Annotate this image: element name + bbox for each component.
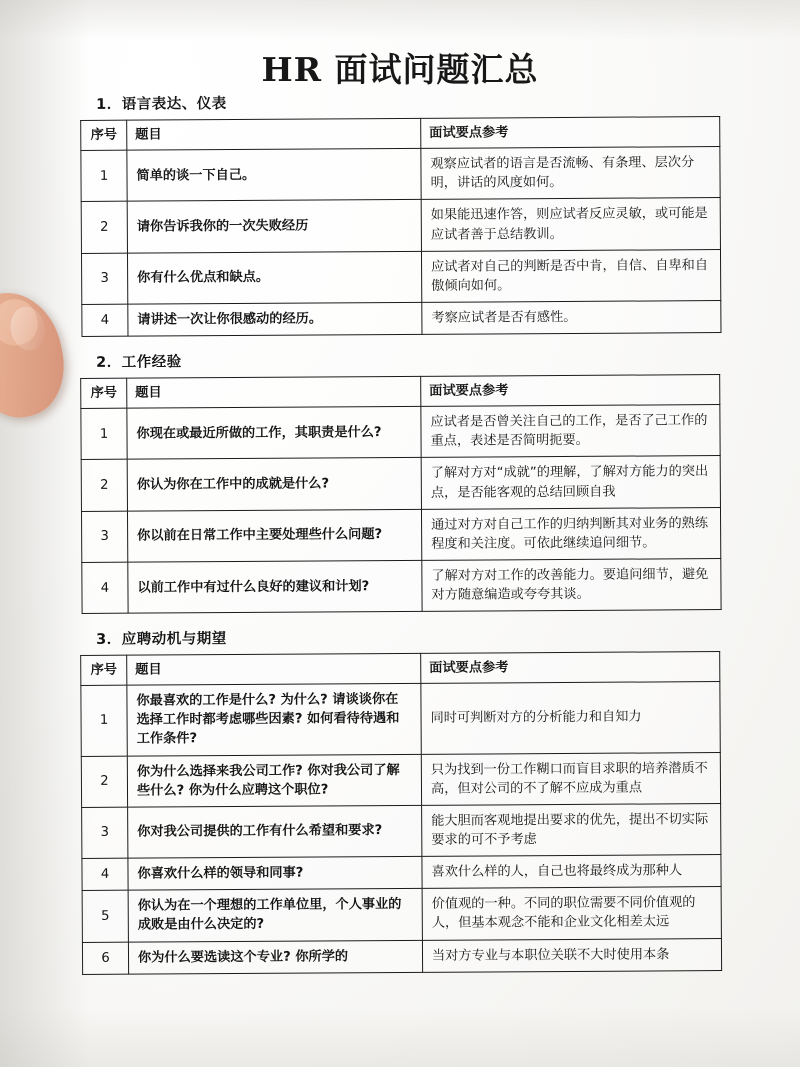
row-question: 以前工作中有过什么良好的建议和计划?	[128, 560, 422, 613]
column-header-question: 题目	[127, 118, 421, 150]
column-header-answer: 面试要点参考	[421, 652, 720, 684]
row-question: 你对我公司提供的工作有什么希望和要求?	[128, 806, 422, 859]
column-header-answer: 面试要点参考	[421, 117, 720, 149]
row-number: 3	[81, 253, 127, 305]
row-question: 你现在或最近所做的工作，其职责是什么?	[127, 407, 421, 460]
row-question: 你最喜欢的工作是什么? 为什么? 请谈谈你在选择工作时都考虑哪些因素? 如何看待待遇和工作条件?	[127, 684, 421, 756]
column-header-answer: 面试要点参考	[421, 375, 720, 407]
page-title: HR 面试问题汇总	[261, 50, 539, 89]
row-question: 请你告诉我你的一次失败经历	[127, 200, 421, 253]
row-number: 3	[82, 807, 128, 859]
row-answer: 了解对方对“成就”的理解，了解对方能力的突出点，是否能客观的总结回顾自我	[421, 456, 720, 509]
row-number: 3	[81, 511, 127, 563]
row-number: 2	[81, 460, 127, 512]
question-table	[80, 651, 722, 975]
table-row	[82, 938, 721, 974]
table-row	[81, 249, 720, 304]
column-header-question: 题目	[127, 376, 421, 408]
row-answer: 当对方专业与本职位关联不大时使用本条	[422, 938, 721, 972]
row-answer: 同时可判断对方的分析能力和自知力	[421, 682, 720, 754]
table-row	[81, 682, 720, 756]
row-number: 1	[81, 408, 127, 460]
row-question: 你有什么优点和缺点。	[127, 251, 421, 304]
table-row	[81, 456, 720, 511]
row-number: 4	[82, 562, 128, 614]
row-question: 你认为你在工作中的成就是什么?	[127, 458, 421, 511]
row-question: 简单的谈一下自己。	[127, 149, 421, 202]
section-language-expression	[80, 89, 721, 337]
row-answer: 能大胆而客观地提出要求的优先，提出不切实际要求的可不予考虑	[422, 804, 721, 857]
row-answer: 如果能迅速作答，则应试者反应灵敏，或可能是应试者善于总结教训。	[421, 198, 720, 251]
row-number: 2	[81, 202, 127, 254]
table-header-row	[81, 117, 720, 151]
row-question: 你为什么要选读这个专业? 你所学的	[128, 940, 422, 974]
row-question: 你认为在一个理想的工作单位里，个人事业的成败是由什么决定的?	[128, 889, 422, 942]
column-header-no: 序号	[81, 120, 127, 150]
row-answer: 了解对方对工作的改善能力。要追问细节，避免对方随意编造或夸夸其谈。	[422, 559, 721, 612]
row-answer: 考察应试者是否有感性。	[422, 301, 721, 335]
section-heading: 1．语言表达、仪表	[96, 96, 227, 113]
column-header-no: 序号	[81, 656, 127, 686]
section-heading: 2．工作经验	[96, 354, 182, 371]
question-table	[80, 374, 721, 614]
table-row	[81, 198, 720, 253]
table-row	[82, 301, 721, 337]
row-number: 1	[81, 150, 127, 202]
row-number: 6	[82, 942, 128, 974]
table-row	[81, 405, 720, 460]
table-row	[81, 752, 720, 807]
row-answer: 价值观的一种。不同的职位需要不同价值观的人，但基本观念不能和企业文化相差太远	[422, 887, 721, 940]
table-header-row	[81, 652, 720, 686]
table-header-row	[81, 375, 720, 409]
row-question: 你为什么选择来我公司工作? 你对我公司了解些什么? 你为什么应聘这个职位?	[127, 754, 421, 807]
row-question: 请讲述一次让你很感动的经历。	[128, 302, 422, 336]
row-number: 1	[81, 686, 127, 757]
row-question: 你以前在日常工作中主要处理些什么问题?	[127, 509, 421, 562]
table-row	[82, 804, 721, 859]
table-row	[82, 559, 721, 614]
row-answer: 观察应试者的语言是否流畅、有条理、层次分明，讲话的风度如何。	[421, 147, 720, 200]
row-answer: 应试者对自己的判断是否中肯，自信、自卑和自傲倾向如何。	[421, 249, 720, 302]
row-question: 你喜欢什么样的领导和同事?	[128, 857, 422, 891]
title-area	[0, 0, 800, 91]
section-motivation-expectation	[80, 624, 722, 975]
row-number: 4	[82, 304, 128, 336]
row-answer: 喜欢什么样的人，自己也将最终成为那种人	[422, 855, 721, 889]
row-number: 2	[81, 756, 127, 808]
column-header-question: 题目	[127, 654, 421, 686]
column-header-no: 序号	[81, 378, 127, 408]
row-answer: 只为找到一份工作糊口而盲目求职的培养潜质不高，但对公司的不了解不应成为重点	[421, 752, 720, 805]
row-answer: 通过对方对自己工作的归纳判断其对业务的熟练程度和关注度。可依此继续追问细节。	[421, 507, 720, 560]
table-row	[82, 855, 721, 891]
section-work-experience	[80, 347, 722, 614]
question-table	[80, 116, 721, 337]
thumbnail	[0, 295, 41, 349]
section-heading: 3．应聘动机与期望	[96, 631, 227, 649]
row-number: 5	[82, 891, 128, 943]
table-row	[82, 887, 721, 942]
table-row	[81, 507, 720, 562]
table-row	[81, 147, 720, 202]
row-answer: 应试者是否曾关注自己的工作，是否了己工作的重点，表述是否简明扼要。	[421, 405, 720, 458]
row-number: 4	[82, 859, 128, 891]
